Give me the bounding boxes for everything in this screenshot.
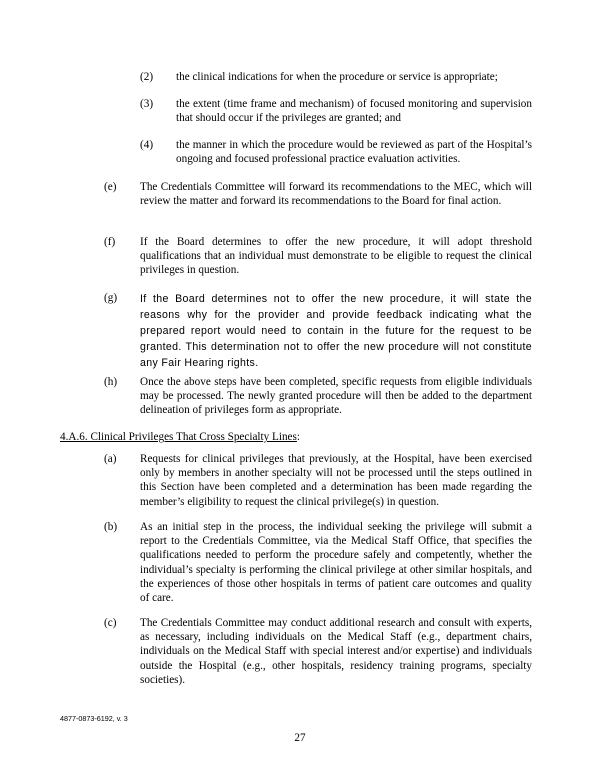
item-text: the extent (time frame and mechanism) of focused monitoring and supervision that should occur if the privileges are granted; and: [176, 98, 532, 125]
item-text: The Credentials Committee will forward its recommendations to the MEC, which will review the matter and forward its recommendations to the Board for final action.: [140, 181, 532, 208]
section-heading-colon: :: [296, 431, 300, 443]
item-text: If the Board determines not to offer the new procedure, it will state the reasons why for the provider and provide feedback indicating what the prepared report would need to contain in the future for the request to be granted. This determination not to offer the new procedure will not constitute any Fair Hearing rights.: [140, 293, 532, 369]
item-text: As an initial step in the process, the individual seeking the privilege will submit a report to the Credentials Committee, via the Medical Staff Office, that specifies the qualifications needed to perform the procedure safely and competently, whether the individual’s specialty is performing the clinical privilege at other similar hospitals, and the experiences of those other hospitals in terms of patient care outcomes and quality of care.: [140, 521, 532, 605]
item-label: (3): [140, 98, 154, 110]
item-label: (f): [104, 236, 116, 248]
item-label: (c): [104, 617, 117, 629]
item-text: The Credentials Committee may conduct additional research and consult with experts, as necessary, including individuals on the Medical Staff (e.g., department chairs, individuals on the Medical Staff with special interest and/or expertise) and individuals outside the Hospital (e.g., other hospitals, residency training programs, specialty societies).: [140, 617, 532, 686]
item-text: the clinical indications for when the procedure or service is appropriate;: [176, 71, 498, 83]
item-label: (e): [104, 181, 117, 193]
item-label: (a): [104, 453, 117, 465]
item-label: (b): [104, 521, 118, 533]
item-label: (g): [104, 292, 118, 304]
page-number: 27: [294, 732, 306, 744]
section-heading-text: 4.A.6. Clinical Privileges That Cross Specialty Lines: [60, 431, 297, 443]
item-label: (4): [140, 139, 154, 151]
item-text: If the Board determines to offer the new procedure, it will adopt threshold qualifications that an individual must demonstrate to be eligible to request the clinical privileges in question.: [140, 236, 532, 277]
item-text: the manner in which the procedure would be reviewed as part of the Hospital’s ongoing and focused professional practice evaluation activities.: [176, 139, 532, 166]
item-label: (h): [104, 376, 118, 388]
document-id: 4877-0873-6192, v. 3: [60, 714, 128, 723]
item-text: Once the above steps have been completed, specific requests from eligible individuals may be processed. The newly granted procedure will then be added to the department delineation of privileges form as appropriate.: [140, 376, 532, 417]
item-label: (2): [140, 71, 154, 83]
section-heading: [60, 430, 300, 444]
item-text: Requests for clinical privileges that previously, at the Hospital, have been exercised only by members in another specialty will not be processed until the steps outlined in this Section have been completed and a determination has been made regarding the member’s eligibility to request the clinical privilege(s) in question.: [140, 453, 532, 508]
